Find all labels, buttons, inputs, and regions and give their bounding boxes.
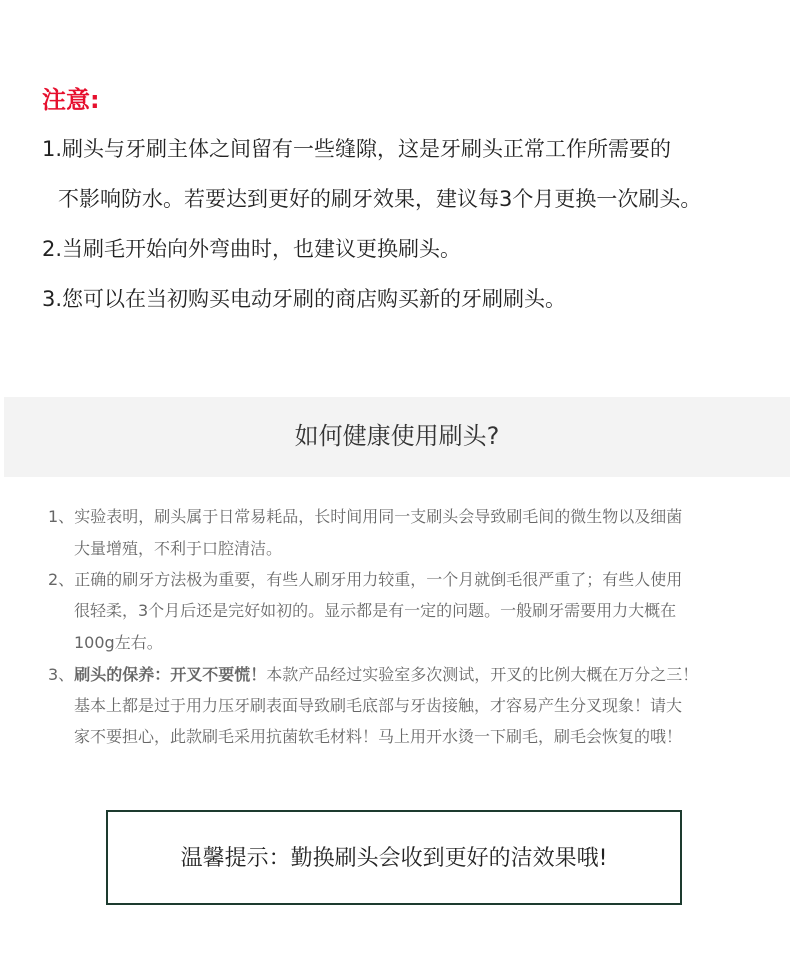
- tip-3-line-2: 基本上都是过于用力压牙刷表面导致刷毛底部与牙齿接触，才容易产生分叉现象！请大: [74, 696, 683, 715]
- tip-2-line-1: 2、正确的刷牙方法极为重要，有些人刷牙用力较重，一个月就倒毛很严重了；有些人使用: [48, 570, 683, 589]
- notice-line-4: 3.您可以在当初购买电动牙刷的商店购买新的牙刷刷头。: [42, 287, 567, 311]
- notice-line-2: 不影响防水。若要达到更好的刷牙效果，建议每3个月更换一次刷头。: [58, 187, 702, 211]
- tip-3-number: 3、: [48, 665, 75, 684]
- tip-1-line-1: 1、实验表明，刷头属于日常易耗品，长时间用同一支刷头会导致刷毛间的微生物以及细菌: [48, 507, 683, 526]
- tip-3-heading: 刷头的保养：开叉不要慌！: [74, 665, 267, 684]
- tip-3-line-3: 家不要担心，此款刷毛采用抗菌软毛材料！马上用开水烫一下刷毛，刷毛会恢复的哦！: [74, 727, 683, 746]
- reminder-box: [106, 810, 682, 905]
- section-title: 如何健康使用刷头?: [294, 422, 500, 450]
- section-header-band: [4, 397, 790, 477]
- tip-1-line-2: 大量增殖，不利于口腔清洁。: [74, 539, 283, 558]
- notice-title: 注意:: [42, 86, 100, 114]
- tip-3-line-1: 3、刷头的保养：开叉不要慌！本款产品经过实验室多次测试，开叉的比例大概在万分之三！: [48, 665, 699, 684]
- tip-1-number: 1、: [48, 507, 75, 526]
- notice-line-3: 2.当刷毛开始向外弯曲时，也建议更换刷头。: [42, 237, 462, 261]
- reminder-text: 温馨提示：勤换刷头会收到更好的洁效果哦!: [180, 846, 608, 871]
- tip-2-line-2: 很轻柔，3个月后还是完好如初的。显示都是有一定的问题。一般刷牙需要用力大概在: [74, 601, 677, 620]
- tip-2-line-3: 100g左右。: [74, 633, 163, 652]
- notice-line-1: 1.刷头与牙刷主体之间留有一些缝隙，这是牙刷头正常工作所需要的: [42, 137, 672, 161]
- tip-2-number: 2、: [48, 570, 75, 589]
